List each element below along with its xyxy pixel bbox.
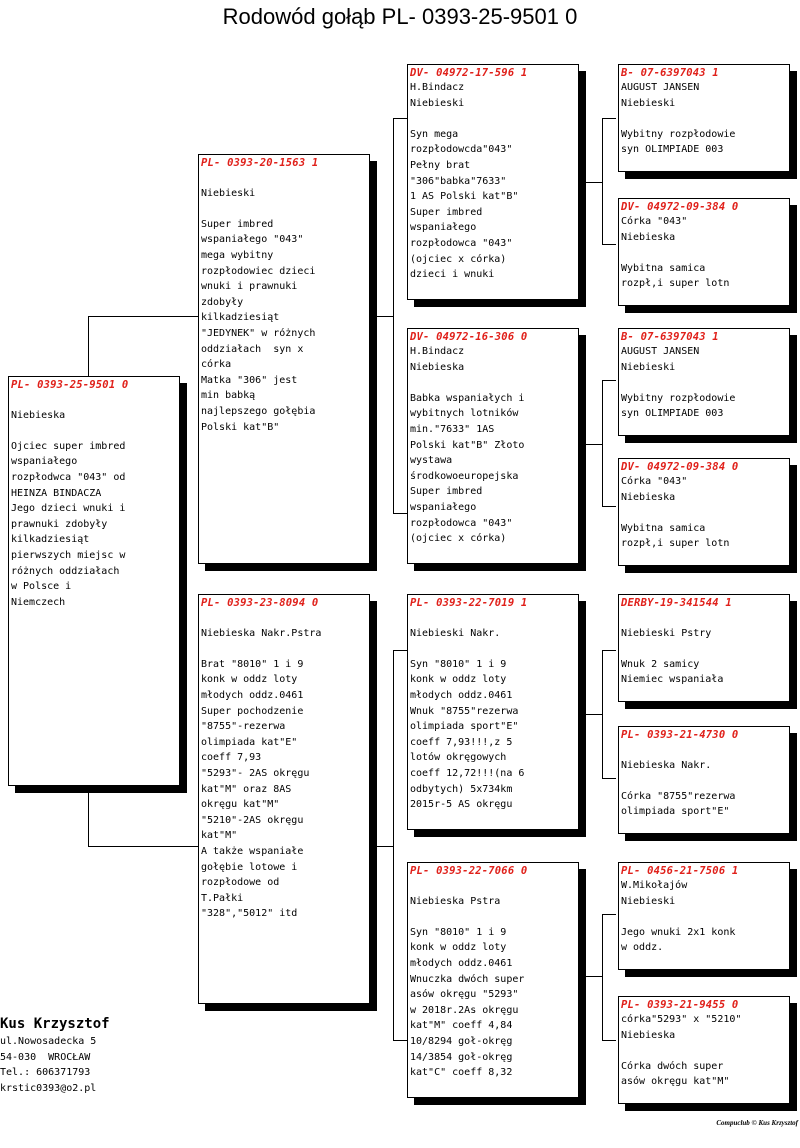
pigeon-description: W.Mikołajów Niebieski Jego wnuki 2x1 konk w oddz. [621,880,736,954]
ring-number: DV- 04972-16-306 0 [410,331,528,343]
ring-number: PL- 0393-25-9501 0 [11,379,129,391]
connector-line [88,316,200,317]
connector-line [88,316,89,378]
connector-line [602,506,616,507]
ring-number: DV- 04972-09-384 0 [621,461,739,473]
connector-line [586,182,602,183]
ring-number: DERBY-19-341544 1 [621,597,732,609]
pigeon-card-fmm [618,458,790,566]
connector-line [602,778,616,779]
pigeon-card-father [198,154,370,564]
pigeon-description: córka"5293" x "5210" Niebieska Córka dwóch super asów okręgu kat"M" [621,1014,742,1088]
connector-line [602,914,616,915]
pigeon-description: H.Bindacz Niebieski Syn mega rozpłodowcda"043" Pełny brat "306"babka"7633" 1 AS Polski kat"B" Super imbred wspaniałego rozpłodowca "043" (ojciec x córka) dzieci i wnuki [410,82,519,281]
connector-line [88,846,200,847]
owner-contact: ul.Nowosadecka 5 54-030 WROCŁAW Tel.: 606371793 krstic0393@o2.pl [0,1036,97,1094]
pigeon-card-mfm [618,726,790,834]
connector-line [88,788,89,846]
pigeon-card-mff [618,594,790,702]
connector-line [602,118,616,119]
pigeon-description: Niebieska Nakr.Pstra Brat "8010" 1 i 9 konk w oddz loty młodych oddz.0461 Super pochodzenie "8755"-rezerwa olimpiada kat"E" coeff 7,93 "5293"- 2AS okręgu kat"M" oraz 8AS okręgu kat"M" "5210"-2AS okręgu kat"M" A także wspaniałe gołębie lotowe i rozpłodowe od T.Pałki "328","5012" itd [201,627,322,920]
pigeon-card-fmf [618,328,790,436]
connector-line [602,380,603,506]
connector-line [602,650,603,778]
pigeon-description: Córka "043" Niebieska Wybitna samica rozpł,i super lotn [621,216,730,290]
connector-line [602,1040,616,1041]
connector-line [393,650,407,651]
pigeon-card-mmf [618,862,790,970]
ring-number: PL- 0393-22-7019 1 [410,597,528,609]
ring-number: PL- 0393-23-8094 0 [201,597,319,609]
pigeon-description: Niebieska Ojciec super imbred wspaniałego rozpłodwca "043" od HEINZA BINDACZA Jego dzieci wnuki i prawnuki zdobyły kilkadziesiąt pierwszych miejsc w różnych oddziałach w Polsce i Niemczech [11,409,126,608]
connector-line [586,714,602,715]
ring-number: PL- 0393-22-7066 0 [410,865,528,877]
pigeon-description: Niebieski Super imbred wspaniałego "043" mega wybitny rozpłodowiec dzieci wnuki i prawnuki zdobyły kilkadziesiąt "JEDYNEK" w różnych oddziałach syn x córka Matka "306" jest min babką najlepszego gołębia Polski kat"B" [201,187,316,433]
ring-number: PL- 0456-21-7506 1 [621,865,739,877]
connector-line [377,846,393,847]
ring-number: DV- 04972-17-596 1 [410,67,528,79]
connector-line [393,118,407,119]
ring-number: B- 07-6397043 1 [621,67,719,79]
connector-line [393,1040,407,1041]
pigeon-description: AUGUST JANSEN Niebieski Wybitny rozpłodowie syn OLIMPIADE 003 [621,346,736,420]
connector-line [602,118,603,244]
ring-number: DV- 04972-09-384 0 [621,201,739,213]
ring-number: B- 07-6397043 1 [621,331,719,343]
connector-line [602,650,616,651]
pigeon-card-subject [8,376,180,786]
pigeon-card-fff [618,64,790,172]
connector-line [377,316,393,317]
pigeon-card-father-mother [407,328,579,564]
pigeon-description: Niebieska Nakr. Córka "8755"rezerwa olimpiada sport"E" [621,759,736,818]
connector-line [393,118,394,513]
pigeon-card-mother [198,594,370,1004]
pigeon-card-mother-mother [407,862,579,1098]
pigeon-card-father-father [407,64,579,300]
connector-line [393,513,407,514]
pigeon-card-mother-father [407,594,579,830]
owner-name: Kus Krzysztof [0,1016,110,1032]
connector-line [602,380,616,381]
owner-info [0,1014,110,1096]
page-title: Rodowód gołąb PL- 0393-25-9501 0 [222,4,578,29]
pigeon-card-mmm [618,996,790,1104]
ring-number: PL- 0393-21-9455 0 [621,999,739,1011]
pigeon-description: Córka "043" Niebieska Wybitna samica rozpł,i super lotn [621,476,730,550]
ring-number: PL- 0393-20-1563 1 [201,157,319,169]
ring-number: PL- 0393-21-4730 0 [621,729,739,741]
pigeon-description: AUGUST JANSEN Niebieski Wybitny rozpłodowie syn OLIMPIADE 003 [621,82,736,156]
pigeon-description: Niebieski Nakr. Syn "8010" 1 i 9 konk w oddz loty młodych oddz.0461 Wnuk "8755"rezerwa olimpiada sport"E" coeff 7,93!!!,z 5 lotów okręgowych coeff 12,72!!!(na 6 odbytych) 5x734km 2015r-5 AS okręgu [410,627,525,811]
connector-line [586,976,602,977]
pigeon-description: H.Bindacz Niebieska Babka wspaniałych i wybitnych lotników min."7633" 1AS Polski kat"B" Złoto wystawa środkowoeuropejska Super imbred wspaniałego rozpłodowca "043" (ojciec x córka) [410,346,525,545]
pigeon-description: Niebieska Pstra Syn "8010" 1 i 9 konk w oddz loty młodych oddz.0461 Wnuczka dwóch super asów okręgu "5293" w 2018r.2As okręgu kat"M" coeff 4,84 10/8294 goł-okręg 14/3854 goł-okręg kat"C" coeff 8,32 [410,895,525,1079]
pigeon-card-ffm [618,198,790,306]
connector-line [602,244,616,245]
footer-credit: Compuclub © Kus Krzysztof [716,1119,798,1127]
connector-line [393,650,394,1040]
connector-line [602,914,603,1040]
pigeon-description: Niebieski Pstry Wnuk 2 samicy Niemiec wspaniała [621,627,724,686]
connector-line [586,444,602,445]
